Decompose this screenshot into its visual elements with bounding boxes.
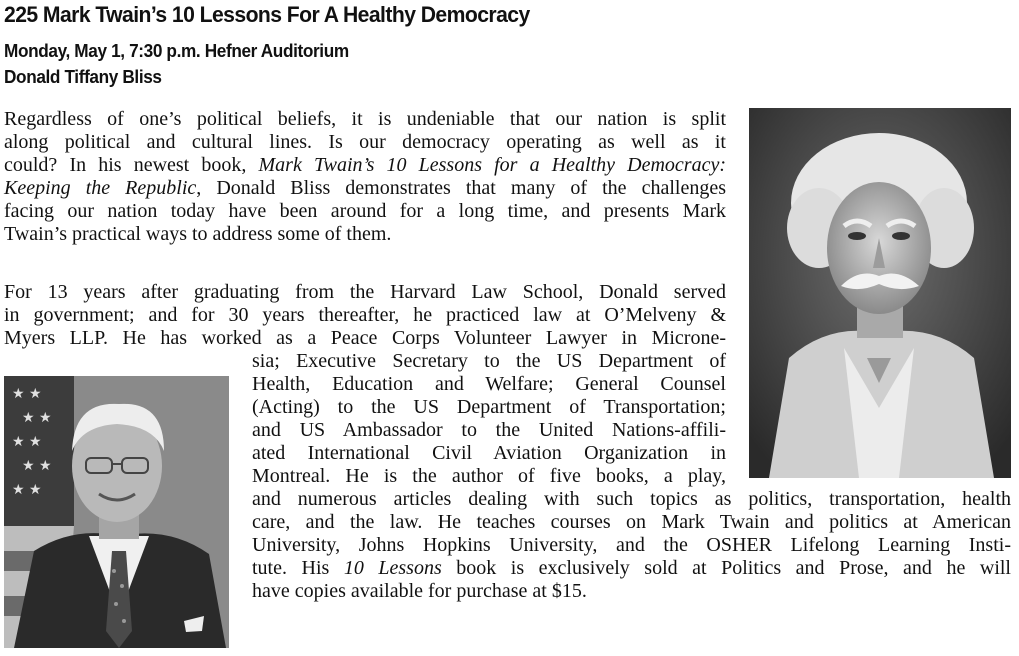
text-line: ated International Civil Aviation Organization in: [252, 442, 726, 464]
text-line: Regardless of one’s political beliefs, it is undeniable that our nation is split: [4, 108, 726, 130]
svg-text:★ ★: ★ ★: [22, 410, 52, 426]
event-title: 225 Mark Twain’s 10 Lessons For A Healthy Democracy: [4, 2, 530, 27]
text-line: have copies available for purchase at $15.: [252, 580, 587, 602]
text-line: care, and the law. He teaches courses on Mark Twain and politics at American: [252, 511, 1011, 533]
book-subtitle: Keeping the Republic: [4, 177, 197, 199]
text-line: in government; and for 30 years thereafter, he practiced law at O’Melveny &: [4, 304, 726, 326]
text-line: and US Ambassador to the United Nations-affili-: [252, 419, 726, 441]
donald-bliss-portrait-icon: [4, 376, 229, 648]
text-line: Twain’s practical ways to address some of them.: [4, 223, 392, 245]
donald-bliss-photo: [4, 376, 229, 648]
svg-text:★ ★: ★ ★: [12, 434, 42, 450]
text-line: tute. His 10 Lessons book is exclusively sold at Politics and Prose, and he will: [252, 557, 1011, 579]
text-line: could? In his newest book, Mark Twain’s 10 Lessons for a Healthy Democracy:: [4, 154, 726, 176]
text-line: University, Johns Hopkins University, and the OSHER Lifelong Learning Insti-: [252, 534, 1011, 556]
mark-twain-portrait-icon: [749, 108, 1011, 478]
text-line: Keeping the Republic, Donald Bliss demonstrates that many of the challenges: [4, 177, 726, 199]
text-line: facing our nation today have been around for a long time, and presents Mark: [4, 200, 726, 222]
svg-text:★ ★: ★ ★: [12, 482, 42, 498]
text-line: Health, Education and Welfare; General Counsel: [252, 373, 726, 395]
book-short-title: 10 Lessons: [343, 557, 442, 579]
bio-paragraph: [4, 281, 726, 350]
text-line: Montreal. He is the author of five books, a play,: [252, 465, 726, 487]
event-speaker: Donald Tiffany Bliss: [4, 66, 162, 87]
text-line: along political and cultural lines. Is our democracy operating as well as it: [4, 131, 726, 153]
text-line: sia; Executive Secretary to the US Department of: [252, 350, 726, 372]
event-date-venue: Monday, May 1, 7:30 p.m. Hefner Auditorium: [4, 40, 349, 61]
text-line: (Acting) to the US Department of Transportation;: [252, 396, 726, 418]
description-paragraph: [4, 108, 726, 246]
text-line: and numerous articles dealing with such topics as politics, transportation, health: [252, 488, 1011, 510]
mark-twain-photo: [749, 108, 1011, 478]
svg-text:★ ★: ★ ★: [22, 458, 52, 474]
book-title: Mark Twain’s 10 Lessons for a Healthy Democracy:: [258, 154, 726, 176]
svg-text:★ ★: ★ ★: [12, 386, 42, 402]
text-line: Myers LLP. He has worked as a Peace Corps Volunteer Lawyer in Microne-: [4, 327, 726, 349]
bio-paragraph-wrapped: [252, 350, 726, 488]
text-line: For 13 years after graduating from the Harvard Law School, Donald served: [4, 281, 726, 303]
bio-paragraph-bottom: [252, 488, 1011, 603]
